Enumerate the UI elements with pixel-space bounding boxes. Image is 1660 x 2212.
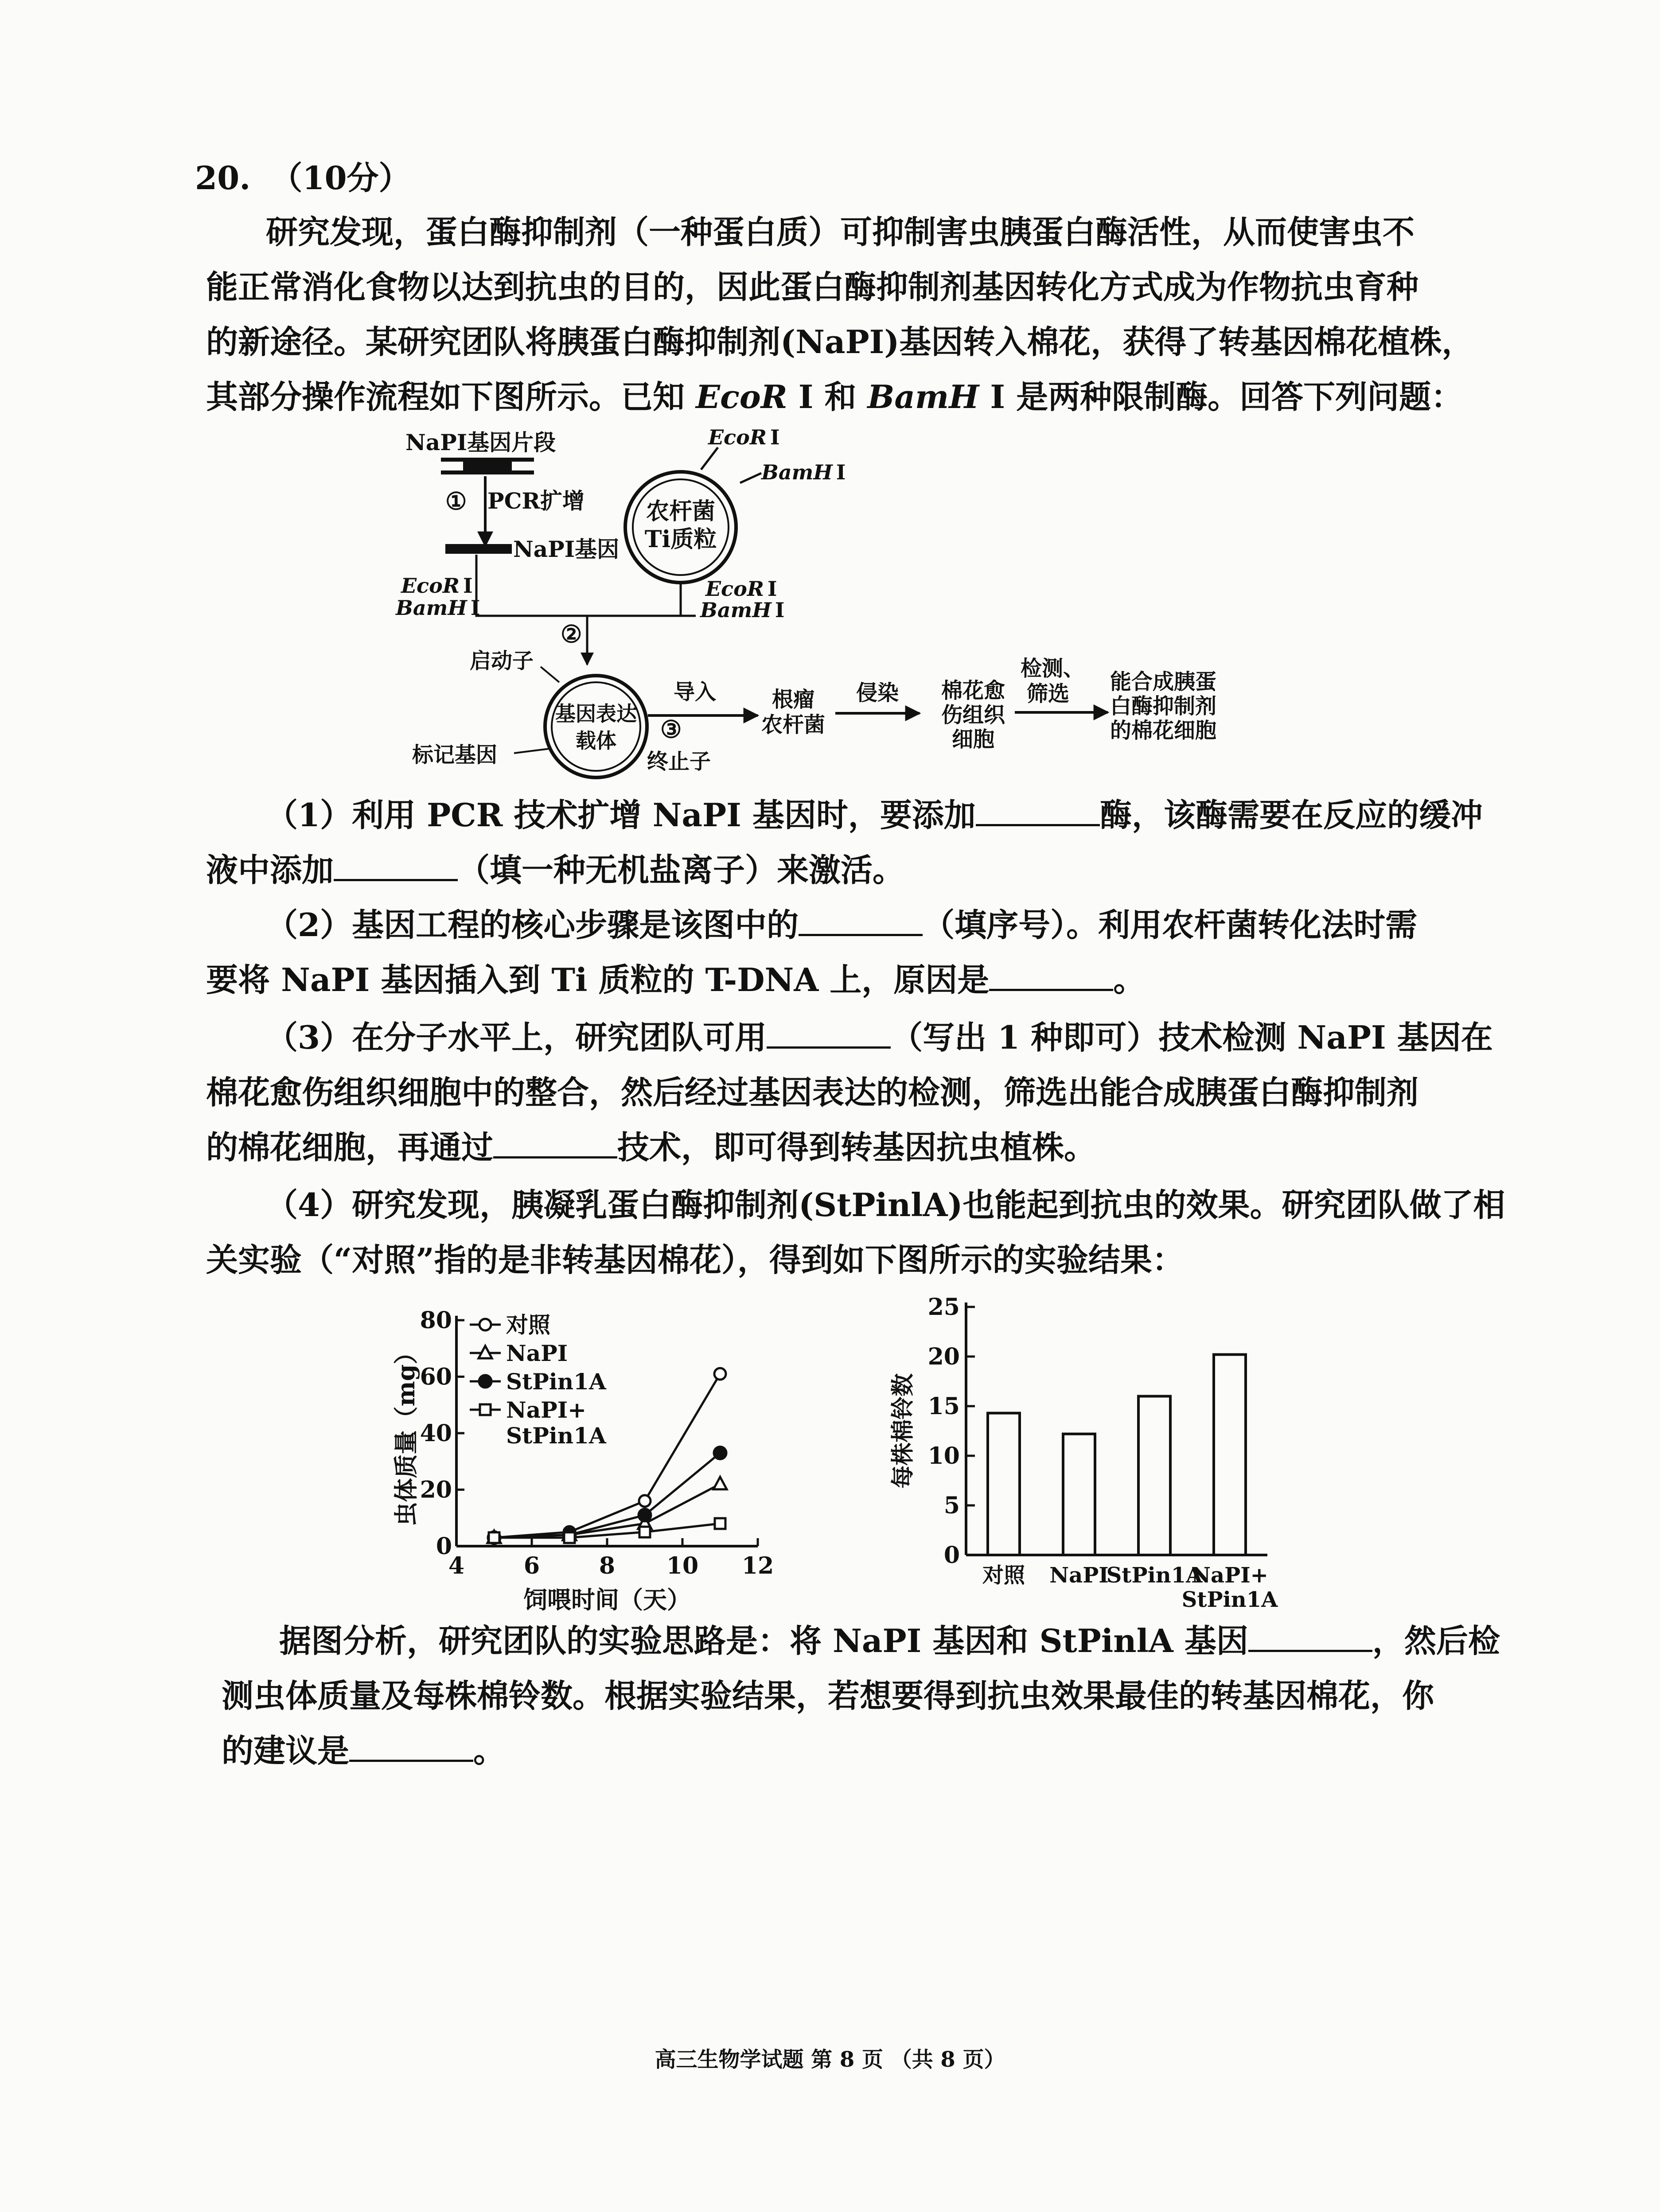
top-ecor-label: EcoR Ⅰ xyxy=(708,425,780,449)
result-line-1: 能合成胰蛋 xyxy=(1110,669,1217,694)
y-axis-label: 虫体质量（mg） xyxy=(392,1340,420,1526)
data-point xyxy=(714,1368,726,1380)
data-point xyxy=(564,1532,575,1543)
pcr-label: PCR扩增 xyxy=(487,488,585,514)
napi-fragment-strand-bottom xyxy=(441,470,534,474)
napi-fragment-insert xyxy=(463,461,512,471)
q1-line-2: 液中添加 （填一种无机盐离子）来激活。 xyxy=(206,851,905,889)
top-bamh-label: BamH Ⅰ xyxy=(761,460,846,484)
callus-line-2: 伤组织 xyxy=(941,703,1005,727)
x-tick-label: 4 xyxy=(448,1552,465,1579)
ecor-italic: EcoR xyxy=(696,378,787,416)
x-tick-label: 8 xyxy=(599,1552,616,1579)
callus-line-3: 细胞 xyxy=(951,727,995,752)
napi-fragment-strand-top xyxy=(441,458,534,462)
ti-plasmid-line-2: Ti质粒 xyxy=(644,526,717,553)
page-footer: 高三生物学试题 第 8 页 （共 8 页） xyxy=(655,2047,1005,2072)
napi-fragment-label: NaPI基因片段 xyxy=(405,429,556,455)
q4-line-1: （4）研究发现，胰凝乳蛋白酶抑制剂(StPinlA)也能起到抗虫的效果。研究团队做了相 xyxy=(266,1186,1505,1224)
y-tick-label: 5 xyxy=(943,1492,960,1519)
intro-line-4: 其部分操作流程如下图所示。已知 EcoR Ⅰ 和 BamH Ⅰ 是两种限制酶。回答下列问题： xyxy=(206,378,1463,416)
category-label: 对照 xyxy=(982,1563,1025,1588)
q3-blank-2 xyxy=(493,1130,617,1158)
expression-vector-outer xyxy=(545,676,647,778)
agrobacterium-line-1: 根瘤 xyxy=(772,687,815,712)
detect-line-1: 检测、 xyxy=(1020,656,1085,681)
bar xyxy=(1138,1396,1170,1555)
bamh-italic: BamH xyxy=(867,378,979,416)
q4-followup-line-2: 测虫体质量及每株棉铃数。根据实验结果，若想要得到抗虫效果最佳的转基因棉花，你 xyxy=(222,1677,1434,1714)
data-point xyxy=(639,1509,651,1521)
y-tick-label: 40 xyxy=(420,1420,452,1447)
right-bamh-label: BamH Ⅰ xyxy=(700,598,785,622)
agrobacterium-line-2: 农杆菌 xyxy=(761,712,826,737)
legend-entry xyxy=(470,1368,607,1395)
series-line xyxy=(494,1484,720,1538)
marker-pointer xyxy=(514,749,549,753)
q4-blank-2 xyxy=(349,1733,473,1762)
data-point xyxy=(639,1527,650,1537)
result-line-2: 白酶抑制剂 xyxy=(1110,694,1217,719)
larva-mass-line-chart xyxy=(381,1285,824,1630)
q4-line-2: 关实验（“对照”指的是非转基因棉花），得到如下图所示的实验结果： xyxy=(206,1241,1184,1279)
q3-line-1: （3）在分子水平上，研究团队可用 （写出 1 种即可）技术检测 NaPI 基因在 xyxy=(266,1019,1493,1056)
intro-line-2: 能正常消化食物以达到抗虫的目的，因此蛋白酶抑制剂基因转化方式成为作物抗虫育种 xyxy=(206,268,1419,306)
q4-followup-line-3: 的建议是 。 xyxy=(222,1732,506,1769)
y-tick-label: 10 xyxy=(927,1442,960,1469)
legend-label: StPin1A xyxy=(506,1368,606,1395)
terminator-label: 终止子 xyxy=(647,749,711,774)
infect-label: 侵染 xyxy=(856,680,899,705)
y-tick-label: 20 xyxy=(927,1343,960,1370)
intro-line-3: 的新途径。某研究团队将胰蛋白酶抑制剂(NaPI)基因转入棉花，获得了转基因棉花植株， xyxy=(206,323,1474,361)
napi-gene-bar xyxy=(445,544,512,554)
bar xyxy=(1214,1355,1246,1555)
left-bamh-label: BamH Ⅰ xyxy=(396,596,480,620)
legend-marker xyxy=(479,1319,491,1330)
expression-vector-line-1: 基因表达 xyxy=(555,702,637,726)
data-point xyxy=(639,1495,651,1507)
series-1 xyxy=(487,1477,727,1543)
x-tick-label: 12 xyxy=(741,1552,774,1579)
ecor-site-pointer xyxy=(701,447,718,470)
question-number: 20. xyxy=(195,159,251,197)
callus-line-1: 棉花愈 xyxy=(941,678,1005,703)
q4-blank-1 xyxy=(1248,1623,1372,1652)
x-tick-label: 10 xyxy=(666,1552,699,1579)
category-label: StPin1A xyxy=(1181,1587,1278,1612)
y-axis-label: 每株棉铃数 xyxy=(889,1373,916,1489)
y-tick-label: 15 xyxy=(927,1393,960,1420)
legend-entry xyxy=(470,1340,568,1366)
promoter-label: 启动子 xyxy=(470,649,534,673)
y-tick-label: 0 xyxy=(436,1533,452,1560)
q4-followup-line-1: 据图分析，研究团队的实验思路是：将 NaPI 基因和 StPinlA 基因 ，然后检 xyxy=(279,1622,1500,1660)
right-ecor-label: EcoR Ⅰ xyxy=(705,577,777,601)
legend-label: NaPI+ xyxy=(506,1397,586,1423)
question-points: （10分） xyxy=(270,159,411,197)
import-label: 导入 xyxy=(674,680,717,704)
y-tick-label: 60 xyxy=(420,1363,452,1391)
marker-gene-label: 标记基因 xyxy=(412,743,498,767)
x-tick-label: 6 xyxy=(523,1552,540,1579)
data-point xyxy=(714,1447,726,1459)
bar xyxy=(988,1413,1020,1555)
category-label: NaPI+ xyxy=(1191,1563,1268,1588)
q2-line-2: 要将 NaPI 基因插入到 Ti 质粒的 T-DNA 上，原因是 。 xyxy=(206,961,1146,999)
series-line xyxy=(494,1453,720,1538)
promoter-pointer xyxy=(541,667,559,682)
legend-label: NaPI xyxy=(506,1340,568,1366)
step-2-label: ② xyxy=(561,620,582,648)
bar xyxy=(1063,1434,1095,1555)
napi-gene-label: NaPI基因 xyxy=(513,536,620,562)
q1-blank-1 xyxy=(976,797,1100,826)
expression-vector-line-2: 载体 xyxy=(576,729,616,753)
q3-line-2: 棉花愈伤组织细胞中的整合，然后经过基因表达的检测，筛选出能合成胰蛋白酶抑制剂 xyxy=(206,1073,1419,1111)
legend-label: StPin1A xyxy=(506,1423,606,1449)
left-connector xyxy=(476,555,696,616)
data-point xyxy=(713,1477,727,1489)
category-label: NaPI xyxy=(1049,1563,1109,1588)
step-1-label: ① xyxy=(445,487,467,515)
y-tick-label: 0 xyxy=(943,1542,960,1569)
q2-line-1: （2）基因工程的核心步骤是该图中的 （填序号）。利用农杆菌转化法时需 xyxy=(266,906,1418,944)
intro-line-1: 研究发现，蛋白酶抑制剂（一种蛋白质）可抑制害虫胰蛋白酶活性，从而使害虫不 xyxy=(266,213,1415,251)
data-point xyxy=(489,1532,499,1543)
data-point xyxy=(715,1518,725,1529)
flow-diagram xyxy=(0,0,1660,797)
q3-line-3: 的棉花细胞，再通过 技术，即可得到转基因抗虫植株。 xyxy=(206,1128,1096,1166)
boll-count-bar-chart xyxy=(869,1276,1312,1626)
bamh-site-pointer xyxy=(740,473,761,483)
x-axis-label: 饲喂时间（天） xyxy=(523,1586,691,1614)
detect-line-2: 筛选 xyxy=(1026,681,1070,706)
category-label: StPin1A xyxy=(1106,1563,1203,1588)
legend-entry xyxy=(470,1312,551,1338)
legend-entry xyxy=(470,1397,607,1449)
y-tick-label: 25 xyxy=(927,1294,960,1321)
q1-blank-2 xyxy=(334,852,458,881)
ti-plasmid-line-1: 农杆菌 xyxy=(646,498,716,525)
y-tick-label: 80 xyxy=(420,1307,452,1334)
legend-marker xyxy=(480,1404,491,1415)
q1-line-1: （1）利用 PCR 技术扩增 NaPI 基因时，要添加 酶，该酶需要在反应的缓冲 xyxy=(266,796,1483,834)
legend-marker xyxy=(479,1375,491,1388)
result-line-3: 的棉花细胞 xyxy=(1110,718,1217,743)
q3-blank-1 xyxy=(767,1020,891,1049)
q2-blank-2 xyxy=(989,962,1113,991)
expression-vector-inner xyxy=(552,682,640,771)
y-tick-label: 20 xyxy=(420,1476,452,1504)
legend-label: 对照 xyxy=(506,1312,550,1338)
left-ecor-label: EcoR Ⅰ xyxy=(401,574,473,598)
q2-blank-1 xyxy=(799,907,923,936)
step-3-label: ③ xyxy=(660,715,682,743)
